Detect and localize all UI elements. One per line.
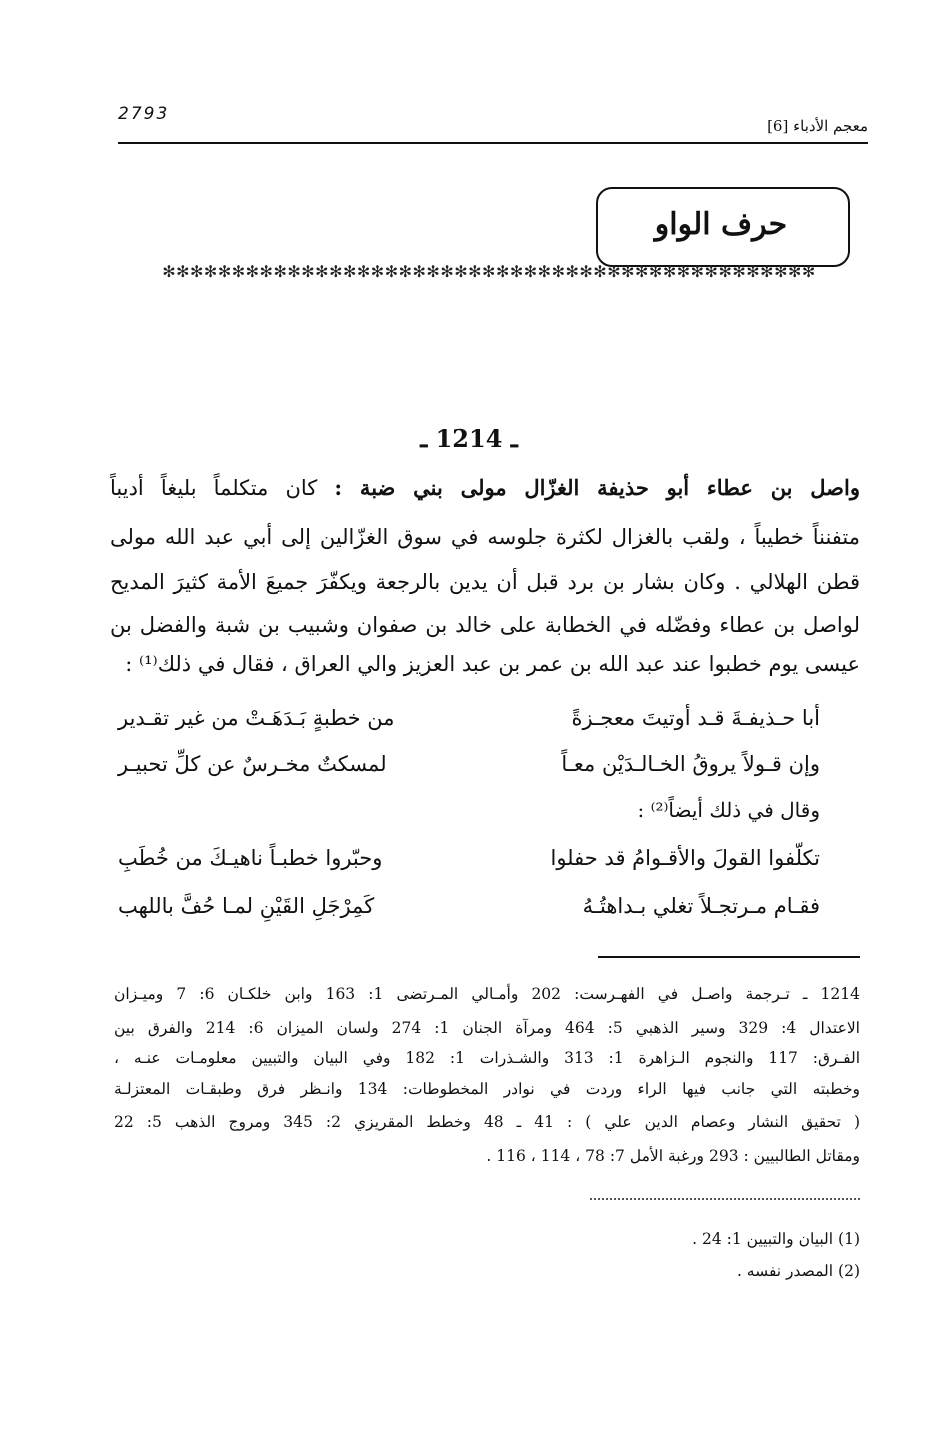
- source-note: (2) المصدر نفسه .: [736, 1262, 860, 1280]
- footnote-line: ( تحقيق النشار وعصام الدين علي ) : 41 ـ 48 وخطط المقريزي 2: 345 ومروج الذهب 5: 22: [114, 1113, 860, 1131]
- verse-second-hemistich: وحبّروا خطبـاً ناهيـكَ من خُطَبِ: [118, 846, 383, 870]
- body-line: عيسى يوم خطبوا عند عبد الله بن عمر بن عبد العزيز والي العراق ، فقال في ذلك⁽¹⁾ :: [125, 652, 860, 676]
- verse-second-hemistich: من خطبةٍ بَـدَهَـتْ من غير تقـدير: [118, 706, 395, 730]
- verse-first-hemistich: أبا حـذيفـةَ قـد أوتيتَ معجـزةً: [571, 706, 820, 730]
- poem-intro: وقال في ذلك أيضاً⁽²⁾ :: [637, 798, 820, 822]
- star-ornament-divider: ✻✻✻✻✻✻✻✻✻✻✻✻✻✻✻✻✻✻✻✻✻✻✻✻✻✻✻✻✻✻✻✻✻✻✻✻✻✻✻✻✻✻✻✻✻✻✻: [162, 262, 816, 281]
- chapter-title: حرف الواو: [654, 207, 788, 242]
- header-divider: [118, 142, 868, 144]
- footnote-divider: [598, 956, 860, 958]
- footnote-line: الاعتدال 4: 329 وسير الذهبي 5: 464 ومرآة الجنان 1: 274 ولسان الميزان 6: 214 والفرق بين: [114, 1019, 860, 1037]
- verse-second-hemistich: كَمِرْجَلِ القَيْنِ لمـا حُفَّ باللهب: [118, 894, 375, 918]
- entry-number: ـ 1214 ـ: [420, 424, 518, 453]
- body-line: لواصل بن عطاء وفضّله في الخطابة على خالد بن صفوان وشبيب بن شبة والفضل بن: [110, 613, 860, 637]
- entry-heading: واصل بن عطاء أبو حذيفة الغزّال مولى بني ضبة :: [334, 475, 860, 500]
- source-notes-divider: [590, 1198, 860, 1200]
- footnote-line: ومقاتل الطالبيين : 293 ورغبة الأمل 7: 78 ، 114 ، 116 .: [486, 1147, 860, 1165]
- body-line: متفنناً خطيباً ، ولقب بالغزال لكثرة جلوسه في سوق الغزّالين إلى أبي عبد الله مولى: [110, 525, 860, 549]
- running-title: معجم الأدباء [6]: [767, 117, 868, 135]
- footnote-line: 1214 ـ تـرجمة واصـل في الفهـرست: 202 وأمـالي المـرتضى 1: 163 وابن خلكـان 6: 7 وميـزان: [114, 985, 860, 1003]
- verse-second-hemistich: لمسكتٌ مخـرسٌ عن كلِّ تحبيـر: [118, 752, 387, 776]
- verse-first-hemistich: تكلّفوا القولَ والأقـوامُ قد حفلوا: [550, 846, 820, 870]
- footnote-line: الفـرق: 117 والنجوم الـزاهرة 1: 313 والشـذرات 1: 182 وفي البيان والتبيين معلومـات عنـه ،: [114, 1049, 860, 1067]
- verse-first-hemistich: وإن قـولاً يروقُ الخـالـدَيْن معـاً: [561, 752, 820, 776]
- body-line: قطن الهلالي . وكان بشار بن برد قبل أن يدين بالرجعة ويكفّرَ جميعَ الأمة كثيرَ المديح: [110, 570, 860, 594]
- source-note: (1) البيان والتبيين 1: 24 .: [692, 1230, 860, 1248]
- footnote-line: وخطبته التي جانب فيها الراء وردت في نوادر المخطوطات: 134 وانـظر فرق وطبقـات المعتزلـة: [114, 1080, 861, 1098]
- body-line: واصل بن عطاء أبو حذيفة الغزّال مولى بني ضبة : كان متكلماً بليغاً أديباً: [110, 475, 860, 500]
- verse-first-hemistich: فقـام مـرتجـلاً تغلي بـداهتُـهُ: [582, 894, 820, 918]
- page-number: 2793: [118, 104, 170, 124]
